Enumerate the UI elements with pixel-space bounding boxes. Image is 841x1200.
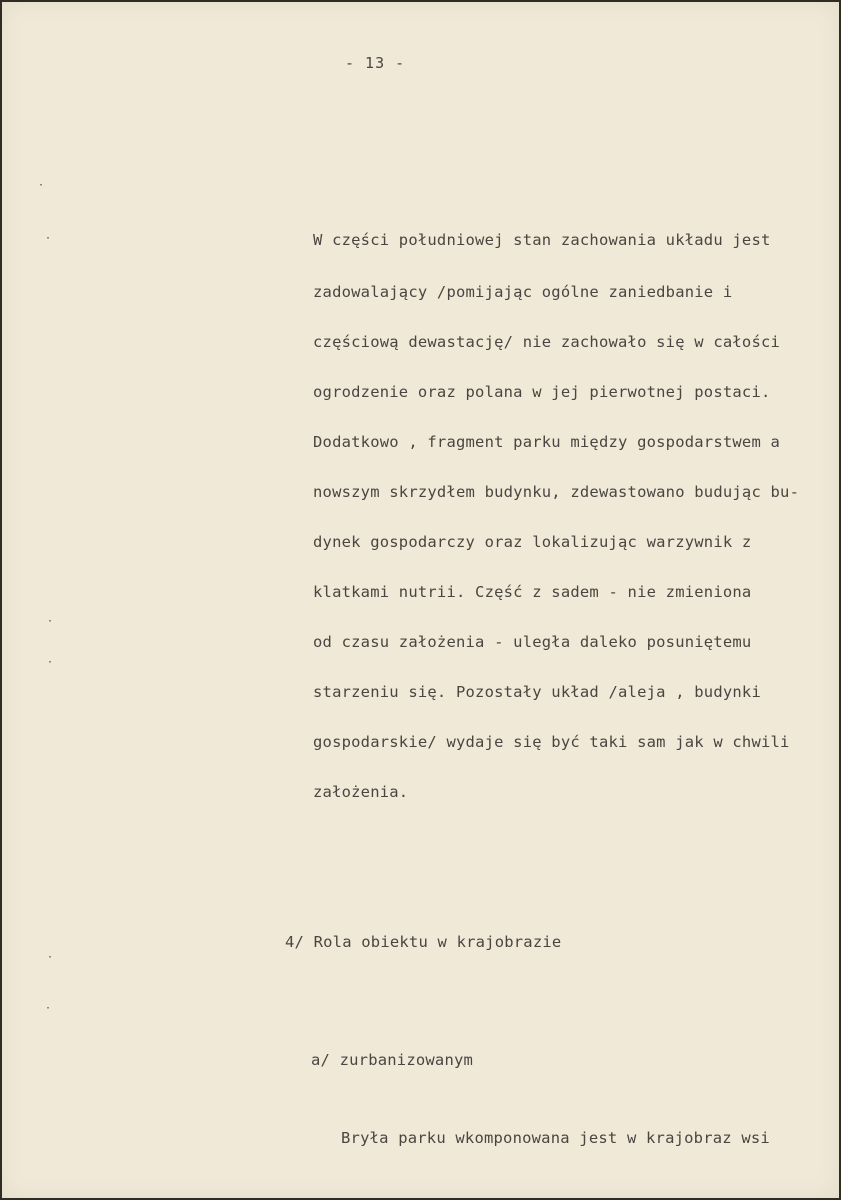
paragraph-line-6: nowszym skrzydłem budynku, zdewastowano budując bu-: [313, 483, 800, 501]
paragraph-line-11: gospodarskie/ wydaje się być taki sam jak w chwili: [313, 733, 790, 751]
margin-mark: ·: [47, 616, 54, 627]
paragraph-line-3: częściową dewastację/ nie zachowało się w całości: [313, 333, 781, 351]
paragraph-line-5: Dodatkowo , fragment parku między gospodarstwem a: [313, 433, 781, 451]
page-number: - 13 -: [345, 54, 406, 72]
continuation-line: Bryła parku wkomponowana jest w krajobraz wsi: [341, 1129, 770, 1147]
paragraph-line-1: W części południowej stan zachowania układu jest: [313, 231, 771, 249]
margin-mark: ·: [38, 180, 45, 191]
paragraph-line-9: od czasu założenia - uległa daleko posuniętemu: [313, 633, 752, 651]
subheading: a/ zurbanizowanym: [311, 1051, 474, 1069]
margin-mark: ·: [47, 657, 54, 668]
paragraph-line-8: klatkami nutrii. Część z sadem - nie zmieniona: [313, 583, 752, 601]
margin-mark: ·: [45, 233, 52, 244]
margin-mark: ·: [45, 1003, 52, 1014]
paragraph-line-10: starzeniu się. Pozostały układ /aleja , budynki: [313, 683, 761, 701]
section-heading: 4/ Rola obiektu w krajobrazie: [285, 933, 562, 951]
paragraph-line-4: ogrodzenie oraz polana w jej pierwotnej postaci.: [313, 383, 771, 401]
margin-mark: ·: [47, 952, 54, 963]
paragraph-line-7: dynek gospodarczy oraz lokalizując warzywnik z: [313, 533, 752, 551]
paragraph-line-2: zadowalający /pomijając ogólne zaniedbanie i: [313, 283, 733, 301]
paragraph-line-12: założenia.: [313, 783, 409, 801]
